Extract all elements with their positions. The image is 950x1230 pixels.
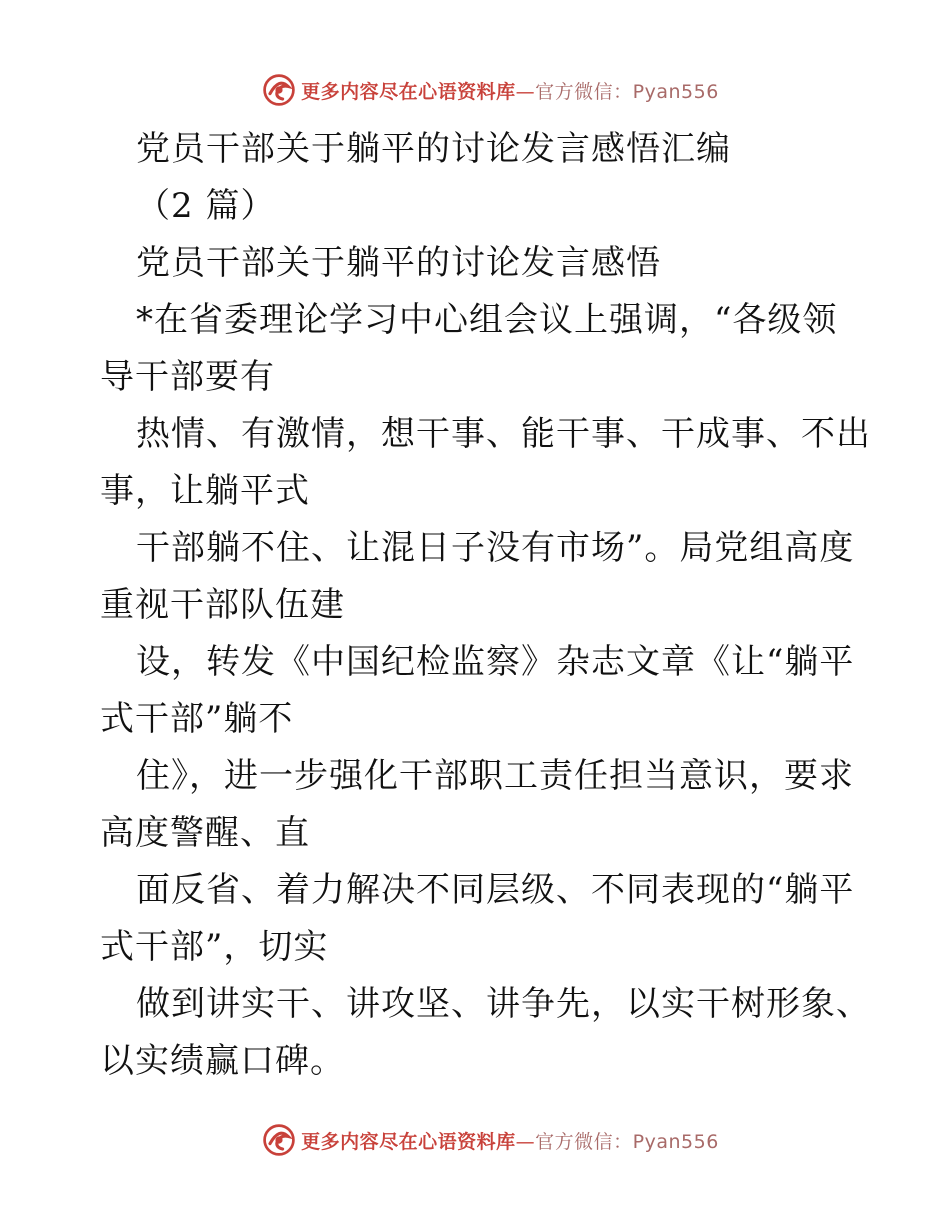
document-body [100,121,871,1090]
watermark-main-text: 更多内容尽在心语资料库 [301,1130,516,1153]
watermark-separator: — [515,1130,536,1153]
paragraph-line: 导干部要有 [100,357,275,397]
watermark-separator: — [515,80,536,103]
paragraph-line: 面反省、着力解决不同层级、不同表现的“躺平 [136,870,855,910]
watermark-text [301,77,719,104]
paragraph-line: 重视干部队伍建 [100,585,345,625]
paragraph-line: 做到讲实干、讲攻坚、讲争先，以实干树形象、 [136,984,871,1024]
watermark-text [301,1127,719,1154]
paragraph-line: 式干部”，切实 [100,927,329,967]
paragraph-line: 事，让躺平式 [100,471,310,511]
paragraph-line: 式干部”躺不 [100,699,294,739]
paragraph-line: *在省委理论学习中心组会议上强调，“各级领 [136,300,838,340]
footer-watermark [0,1118,950,1162]
paragraph-line: 高度警醒、直 [100,813,310,853]
document-title: 党员干部关于躺平的讨论发言感悟汇编 [136,129,731,169]
paragraph-line: 设，转发《中国纪检监察》杂志文章《让“躺平 [136,642,855,682]
watermark-main-text: 更多内容尽在心语资料库 [301,80,516,103]
red-swirl-logo-icon [261,72,297,108]
watermark-wechat-text: 官方微信：Pyan556 [535,1130,719,1153]
document-subtitle: （2 篇） [136,186,276,226]
paragraph-line: 以实绩赢口碑。 [100,1041,345,1081]
paragraph-line: 干部躺不住、让混日子没有市场”。局党组高度 [136,528,855,568]
watermark-wechat-text: 官方微信：Pyan556 [535,80,719,103]
header-watermark [0,68,950,112]
paragraph-line: 热情、有激情，想干事、能干事、干成事、不出 [136,414,871,454]
section-heading: 党员干部关于躺平的讨论发言感悟 [136,243,661,283]
paragraph-line: 住》，进一步强化干部职工责任担当意识，要求 [136,756,854,796]
red-swirl-logo-icon [261,1122,297,1158]
